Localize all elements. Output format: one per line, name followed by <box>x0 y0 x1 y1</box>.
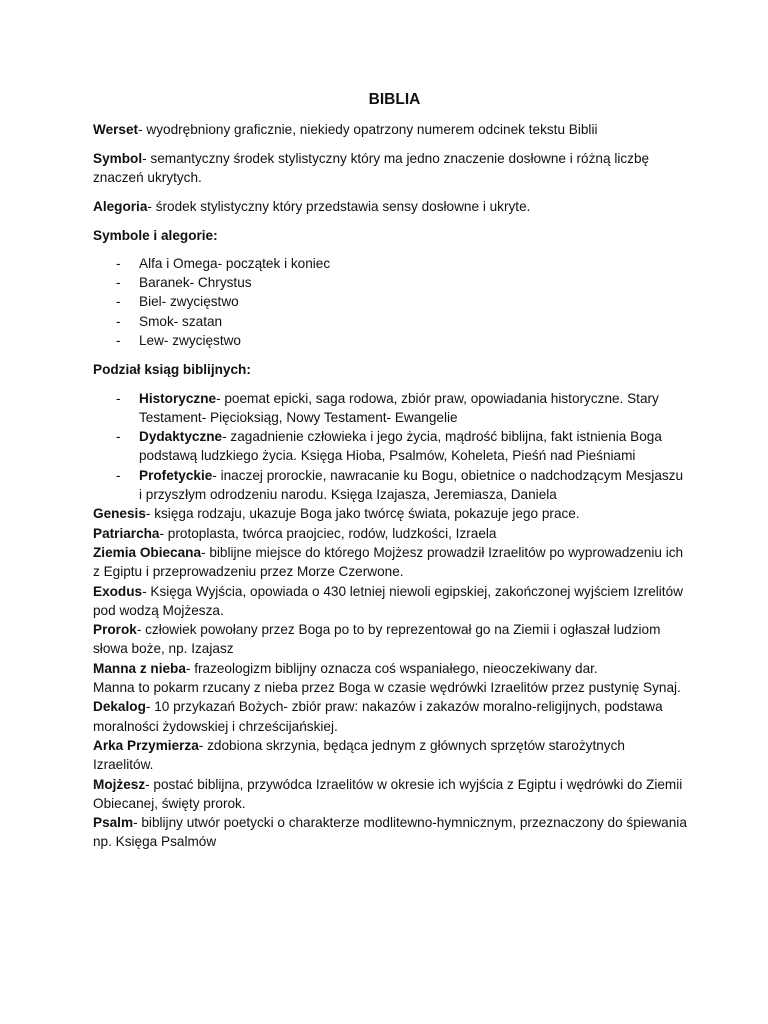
term: Mojżesz <box>93 776 146 792</box>
term: Prorok <box>93 622 137 638</box>
list-item: - Biel- zwycięstwo <box>116 294 239 310</box>
symbols-list <box>93 254 688 350</box>
definition-text: - semantyczny środek stylistyczny który ma jedno znaczenie dosłowne i różną liczbę znaczeń ukrytych. <box>93 151 650 186</box>
glossary-entry: Genesis- księga rodzaju, ukazuje Boga jako twórcę świata, pokazuje jego prace. <box>93 506 580 522</box>
definition-werset <box>93 120 688 139</box>
term: Symbol <box>93 151 143 167</box>
glossary-entry: Manna z nieba- frazeologizm biblijny oznacza coś wspaniałego, nieoczekiwany dar. <box>93 660 598 676</box>
list-item: - Alfa i Omega- początek i koniec <box>116 255 331 271</box>
definition-symbol <box>93 149 688 188</box>
list-item: - Baranek- Chrystus <box>116 275 252 291</box>
term: Arka Przymierza <box>93 737 199 753</box>
document-title: BIBLIA <box>368 91 421 108</box>
term: Psalm <box>93 815 134 831</box>
term: Dydaktyczne <box>139 429 223 445</box>
term: Genesis <box>93 506 146 522</box>
term: Werset <box>93 122 139 138</box>
glossary-entry: Exodus- Księga Wyjścia, opowiada o 430 letniej niewoli egipskiej, zakończonej wyjściem Izrelitów pod wodzą Mojżesza. <box>93 583 683 618</box>
glossary-entry: Ziemia Obiecana- biblijne miejsce do którego Mojżesz prowadził Izraelitów po wyprowadzeniu ich z Egiptu i przeprowadzeniu przez Morze Czerwone. <box>93 544 684 580</box>
glossary-entry: Prorok- człowiek powołany przez Boga po to by reprezentował go na Ziemii i ogłaszał ludziom słowa boże, np. Izajasz <box>93 622 661 657</box>
term: Dekalog <box>93 699 146 715</box>
term: Patriarcha <box>93 525 160 541</box>
definition-alegoria <box>93 197 688 216</box>
divisions-heading: Podział ksiąg biblijnych: <box>93 361 251 377</box>
definition-text: - wyodrębniony graficznie, niekiedy opatrzony numerem odcinek tekstu Biblii <box>138 122 598 138</box>
list-item: - Historyczne- poemat epicki, saga rodowa, zbiór praw, opowiadania historyczne. Stary Testament- Pięcioksiąg, Nowy Testament- Ewangelie <box>116 390 659 425</box>
list-item: - Smok- szatan <box>116 313 223 329</box>
definition-text: - środek stylistyczny który przedstawia sensy dosłowne i ukryte. <box>147 199 531 215</box>
term: Manna z nieba <box>93 660 186 676</box>
list-item: - Dydaktyczne- zagadnienie człowieka i jego życia, mądrość biblijna, fakt istnienia Boga podstawą ludzkiego życia. Księga Hioba, Psalmów, Koheleta, Pieśń nad Pieśniami <box>116 429 662 464</box>
glossary-entry: Arka Przymierza- zdobiona skrzynia, będąca jednym z głównych sprzętów starożytnych Izraelitów. <box>93 737 625 773</box>
term: Historyczne <box>139 390 217 406</box>
term: Profetyckie <box>139 467 213 483</box>
glossary-entry: Psalm- biblijny utwór poetycki o charakterze modlitewno-hymnicznym, przeznaczony do śpiewania np. Księga Psalmów <box>93 815 687 850</box>
term: Exodus <box>93 583 143 599</box>
glossary-entry: Manna to pokarm rzucany z nieba przez Boga w czasie wędrówki Izraelitów przez pustynię Synaj. <box>93 680 681 696</box>
divisions-list <box>93 389 688 505</box>
term: Ziemia Obiecana <box>93 544 202 560</box>
glossary-entry: Dekalog- 10 przykazań Bożych- zbiór praw: nakazów i zakazów moralno-religijnych, podstawa moralności żydowskiej i chrześcijańskiej. <box>93 699 663 734</box>
symbols-heading: Symbole i alegorie: <box>93 227 218 243</box>
glossary <box>93 504 688 851</box>
list-item: - Profetyckie- inaczej prorockie, nawracanie ku Bogu, obietnice o nadchodzącym Mesjaszu i przyszłym odrodzeniu narodu. Księga Izajasza, Jeremiasza, Daniela <box>116 467 684 503</box>
glossary-entry: Mojżesz- postać biblijna, przywódca Izraelitów w okresie ich wyjścia z Egiptu i wędrówki do Ziemii Obiecanej, święty prorok. <box>93 776 683 811</box>
glossary-entry: Patriarcha- protoplasta, twórca praojciec, rodów, ludzkości, Izraela <box>93 525 497 541</box>
term: Alegoria <box>93 199 148 215</box>
list-item: - Lew- zwycięstwo <box>116 332 241 348</box>
